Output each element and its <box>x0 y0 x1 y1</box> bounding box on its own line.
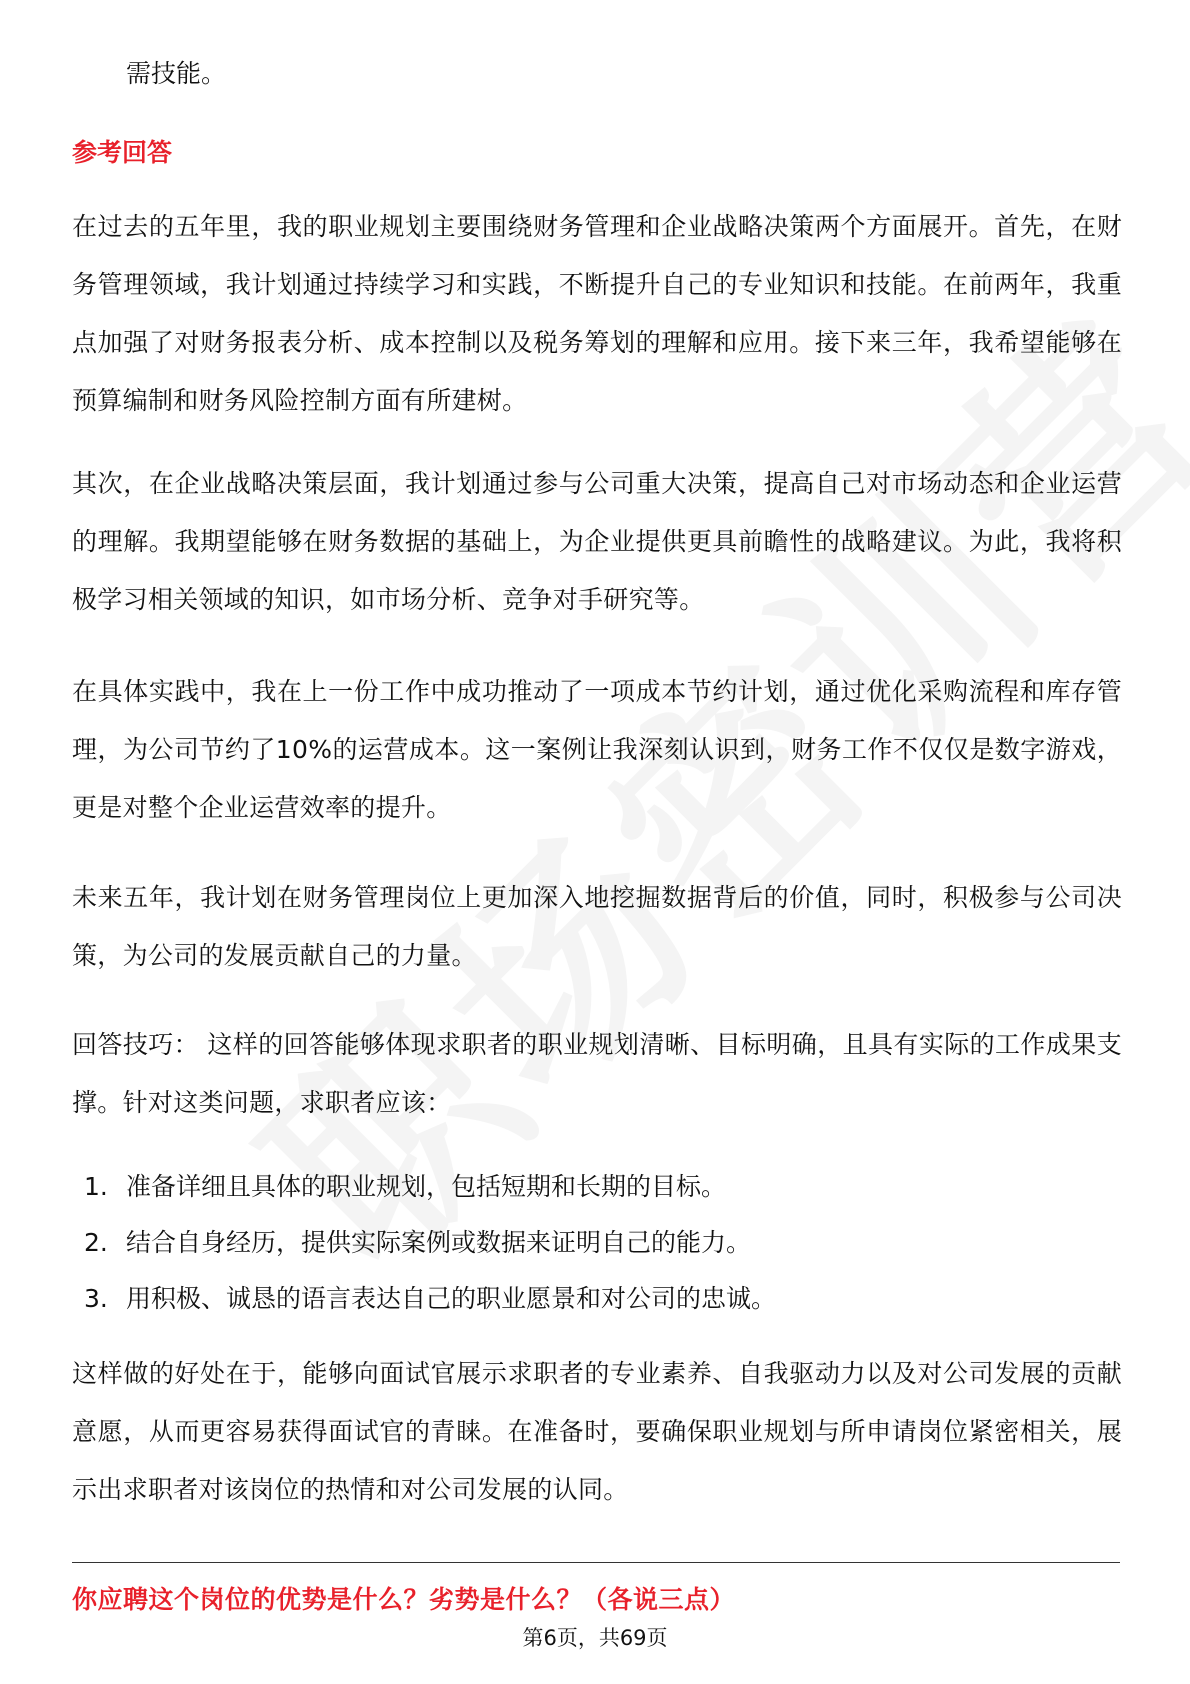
section-divider <box>72 1562 1120 1563</box>
list-item <box>84 1215 1104 1271</box>
next-question-heading: 你应聘这个岗位的优势是什么？劣势是什么？（各说三点） <box>72 1585 736 1614</box>
list-item-number: 1. <box>84 1172 108 1201</box>
answer-paragraph-1: 在过去的五年里，我的职业规划主要围绕财务管理和企业战略决策两个方面展开。首先，在财务管理领域，我计划通过持续学习和实践，不断提升自己的专业知识和技能。在前两年，我重点加强了对财务报表分析、成本控制以及税务筹划的理解和应用。接下来三年，我希望能够在预算编制和财务风险控制方面有所建树。 <box>72 212 1122 415</box>
tips-list <box>84 1159 1104 1327</box>
list-item <box>84 1159 1104 1215</box>
answer-paragraph-3: 在具体实践中，我在上一份工作中成功推动了一项成本节约计划，通过优化采购流程和库存管理，为公司节约了10%的运营成本。这一案例让我深刻认识到，财务工作不仅仅是数字游戏，更是对整个企业运营效率的提升。 <box>72 677 1122 822</box>
list-item <box>84 1271 1104 1327</box>
list-item-text: 准备详细且具体的职业规划，包括短期和长期的目标。 <box>126 1172 727 1201</box>
answer-paragraph-2: 其次，在企业战略决策层面，我计划通过参与公司重大决策，提高自己对市场动态和企业运营的理解。我期望能够在财务数据的基础上，为企业提供更具前瞻性的战略建议。为此，我将积极学习相关领域的知识，如市场分析、竞争对手研究等。 <box>72 469 1122 614</box>
answer-paragraph-conclusion: 这样做的好处在于，能够向面试官展示求职者的专业素养、自我驱动力以及对公司发展的贡献意愿，从而更容易获得面试官的青睐。在准备时，要确保职业规划与所申请岗位紧密相关，展示出求职者对该岗位的热情和对公司发展的认同。 <box>72 1359 1122 1504</box>
page-number-footer: 第6页，共69页 <box>522 1626 668 1650</box>
list-item-number: 3. <box>84 1284 108 1313</box>
list-item-text: 结合自身经历，提供实际案例或数据来证明自己的能力。 <box>126 1228 752 1257</box>
answer-paragraph-4: 未来五年，我计划在财务管理岗位上更加深入地挖掘数据背后的价值，同时，积极参与公司决策，为公司的发展贡献自己的力量。 <box>72 883 1122 970</box>
continuation-line: 需技能。 <box>126 59 227 88</box>
section-label-reference-answer: 参考回答 <box>72 138 173 167</box>
list-item-text: 用积极、诚恳的语言表达自己的职业愿景和对公司的忠诚。 <box>126 1284 777 1313</box>
answer-tips-intro: 回答技巧： 这样的回答能够体现求职者的职业规划清晰、目标明确，且具有实际的工作成果支撑。针对这类问题，求职者应该： <box>72 1030 1122 1117</box>
list-item-number: 2. <box>84 1228 108 1257</box>
